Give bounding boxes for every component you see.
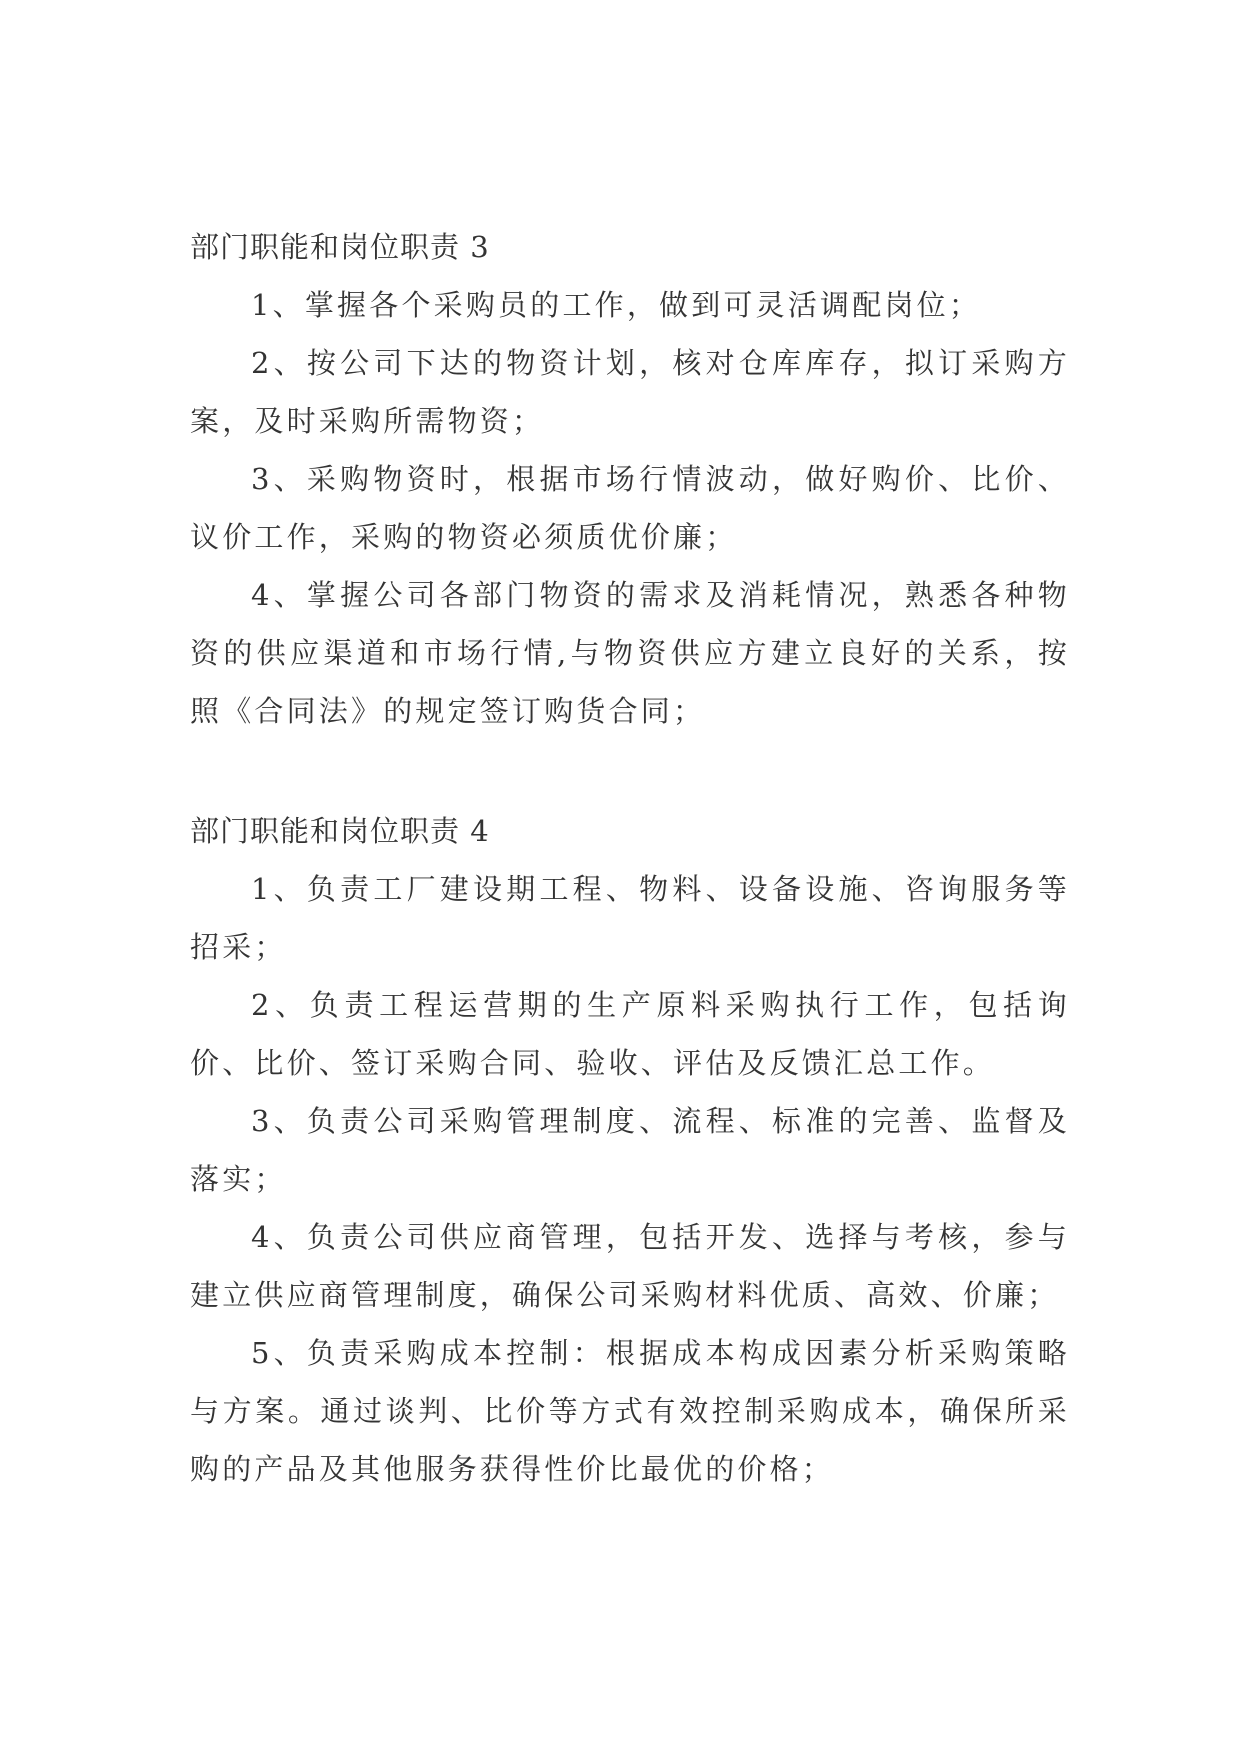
section-title: 部门职能和岗位职责 4 (190, 814, 490, 848)
section-title: 部门职能和岗位职责 3 (190, 230, 490, 264)
list-item: 1、负责工厂建设期工程、物料、设备设施、咨询服务等招采； (190, 872, 1070, 964)
list-item: 2、按公司下达的物资计划，核对仓库库存，拟订采购方案，及时采购所需物资； (190, 346, 1070, 438)
section-duties-4 (190, 802, 1070, 1498)
list-item: 4、负责公司供应商管理，包括开发、选择与考核，参与建立供应商管理制度，确保公司采购材料优质、高效、价廉； (190, 1220, 1070, 1312)
list-item: 2、负责工程运营期的生产原料采购执行工作，包括询价、比价、签订采购合同、验收、评估及反馈汇总工作。 (190, 988, 1070, 1080)
list-item: 5、负责采购成本控制：根据成本构成因素分析采购策略与方案。通过谈判、比价等方式有效控制采购成本，确保所采购的产品及其他服务获得性价比最优的价格； (190, 1336, 1070, 1486)
list-item: 4、掌握公司各部门物资的需求及消耗情况，熟悉各种物资的供应渠道和市场行情,与物资供应方建立良好的关系，按照《合同法》的规定签订购货合同； (190, 578, 1070, 728)
section-duties-3 (190, 218, 1070, 740)
list-item: 1、掌握各个采购员的工作，做到可灵活调配岗位； (251, 288, 982, 322)
list-item: 3、采购物资时，根据市场行情波动，做好购价、比价、议价工作，采购的物资必须质优价廉； (190, 462, 1070, 554)
list-item: 3、负责公司采购管理制度、流程、标准的完善、监督及落实； (190, 1104, 1070, 1196)
